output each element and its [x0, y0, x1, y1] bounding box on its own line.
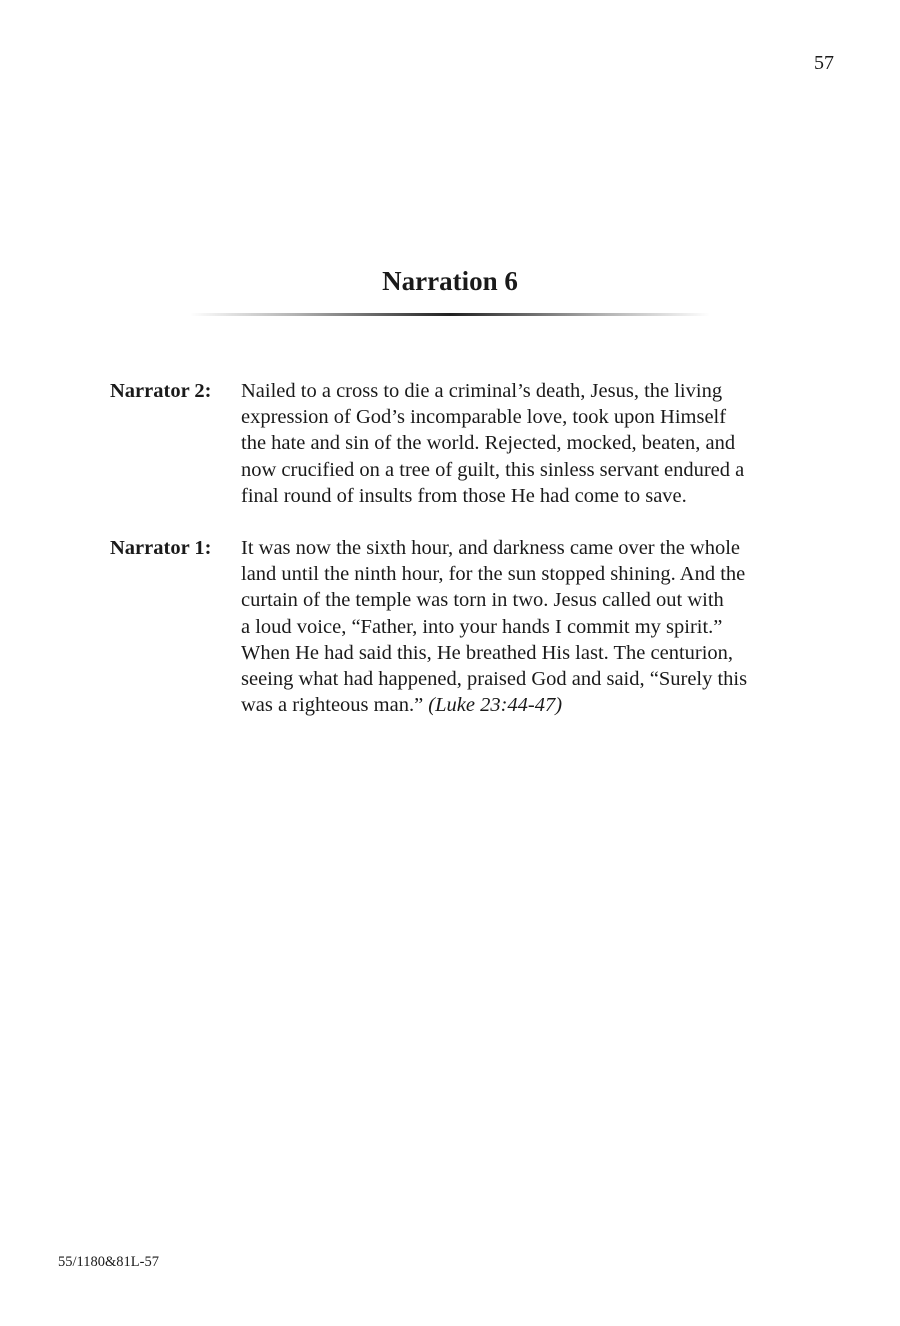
- passage-text: [241, 378, 801, 509]
- page-title: Narration 6: [382, 266, 518, 296]
- text-line-fragment: was a righteous man.”: [241, 694, 424, 717]
- text-line: land until the ninth hour, for the sun stopped shining. And the: [241, 563, 746, 586]
- speaker-label: Narrator 1:: [110, 537, 212, 559]
- passage-text: [241, 535, 801, 718]
- text-line: expression of God’s incomparable love, took upon Himself: [241, 406, 727, 429]
- text-line: curtain of the temple was torn in two. Jesus called out with: [241, 589, 724, 612]
- title-divider: [190, 313, 710, 316]
- page-number: 57: [814, 52, 834, 74]
- text-line-last: [241, 692, 801, 718]
- text-line: Nailed to a cross to die a criminal’s death, Jesus, the living: [241, 380, 723, 402]
- speaker-label: Narrator 2:: [110, 380, 212, 402]
- scripture-reference: (Luke 23:44-47): [428, 694, 563, 717]
- text-line: the hate and sin of the world. Rejected, mocked, beaten, and: [241, 432, 736, 455]
- text-line: It was now the sixth hour, and darkness came over the whole: [241, 537, 741, 559]
- footer-code: 55/1180&81L-57: [58, 1254, 159, 1270]
- text-line: now crucified on a tree of guilt, this sinless servant endured a: [241, 458, 745, 481]
- text-line: seeing what had happened, praised God and said, “Surely this: [241, 668, 748, 691]
- text-line: final round of insults from those He had come to save.: [241, 484, 687, 507]
- text-line: a loud voice, “Father, into your hands I commit my spirit.”: [241, 615, 723, 638]
- text-line: When He had said this, He breathed His last. The centurion,: [241, 641, 734, 664]
